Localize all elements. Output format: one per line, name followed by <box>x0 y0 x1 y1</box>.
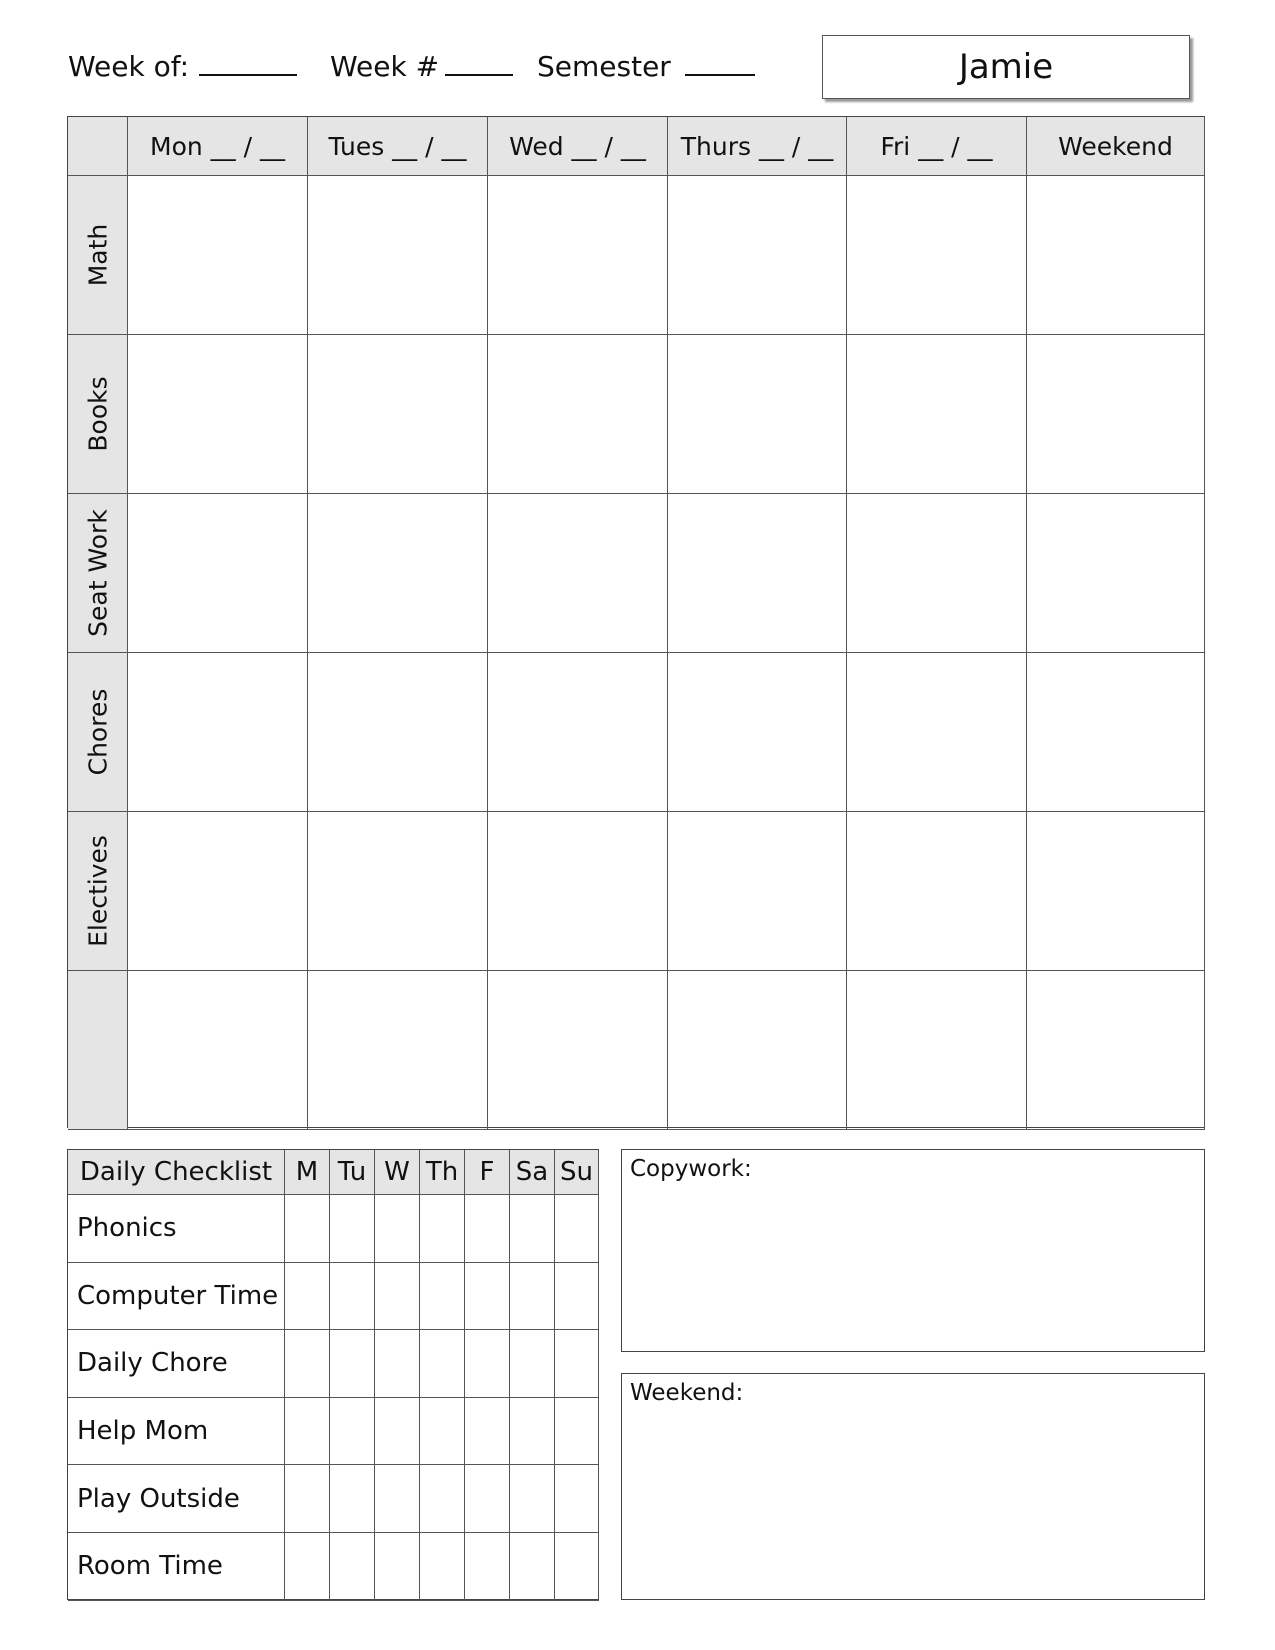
checklist-checkbox[interactable] <box>330 1465 375 1533</box>
checklist-title: Daily Checklist <box>68 1150 285 1195</box>
checklist-checkbox[interactable] <box>510 1195 555 1263</box>
checklist-checkbox[interactable] <box>330 1398 375 1466</box>
checklist-checkbox[interactable] <box>420 1533 465 1601</box>
checklist-checkbox[interactable] <box>375 1533 420 1601</box>
checklist-task: Computer Time <box>68 1263 285 1331</box>
day-header: Fri __ / __ <box>847 117 1027 176</box>
checklist-checkbox[interactable] <box>465 1398 510 1466</box>
daily-checklist <box>67 1149 599 1600</box>
schedule-cell[interactable] <box>847 812 1027 971</box>
schedule-cell[interactable] <box>668 812 847 971</box>
checklist-checkbox[interactable] <box>555 1195 599 1263</box>
schedule-cell[interactable] <box>1027 812 1205 971</box>
checklist-checkbox[interactable] <box>465 1465 510 1533</box>
subject-label <box>68 494 128 653</box>
checklist-day-header: M <box>285 1150 330 1195</box>
schedule-cell[interactable] <box>488 971 668 1130</box>
student-name-box <box>822 35 1190 99</box>
schedule-cell[interactable] <box>488 176 668 335</box>
schedule-cell[interactable] <box>128 176 308 335</box>
schedule-cell[interactable] <box>128 335 308 494</box>
week-of-blank[interactable] <box>199 52 297 76</box>
checklist-checkbox[interactable] <box>285 1330 330 1398</box>
checklist-checkbox[interactable] <box>420 1465 465 1533</box>
schedule-cell[interactable] <box>847 494 1027 653</box>
checklist-checkbox[interactable] <box>285 1263 330 1331</box>
schedule-cell[interactable] <box>847 176 1027 335</box>
week-number-label: Week # <box>330 50 440 83</box>
checklist-checkbox[interactable] <box>420 1263 465 1331</box>
checklist-day-header: F <box>465 1150 510 1195</box>
week-number-field <box>330 50 513 83</box>
schedule-cell[interactable] <box>128 653 308 812</box>
weekend-notes-label: Weekend: <box>630 1380 744 1406</box>
checklist-checkbox[interactable] <box>375 1195 420 1263</box>
schedule-cell[interactable] <box>1027 176 1205 335</box>
checklist-checkbox[interactable] <box>285 1465 330 1533</box>
copywork-box[interactable] <box>621 1149 1205 1352</box>
checklist-checkbox[interactable] <box>510 1398 555 1466</box>
subject-label-text: Seat Work <box>83 509 112 637</box>
schedule-cell[interactable] <box>128 494 308 653</box>
schedule-cell[interactable] <box>308 335 488 494</box>
schedule-cell[interactable] <box>308 812 488 971</box>
week-of-label: Week of: <box>68 50 190 83</box>
day-header: Tues __ / __ <box>308 117 488 176</box>
checklist-checkbox[interactable] <box>555 1330 599 1398</box>
weekend-notes-box[interactable] <box>621 1373 1205 1600</box>
subject-label <box>68 812 128 971</box>
checklist-checkbox[interactable] <box>375 1263 420 1331</box>
subject-label <box>68 971 128 1130</box>
day-header: Wed __ / __ <box>488 117 668 176</box>
checklist-task: Phonics <box>68 1195 285 1263</box>
subject-label-text: Math <box>83 223 112 287</box>
checklist-checkbox[interactable] <box>555 1465 599 1533</box>
checklist-task: Help Mom <box>68 1398 285 1466</box>
semester-field <box>537 50 755 83</box>
day-header: Thurs __ / __ <box>668 117 847 176</box>
checklist-day-header: W <box>375 1150 420 1195</box>
checklist-checkbox[interactable] <box>285 1195 330 1263</box>
subject-label-text: Books <box>83 376 112 452</box>
checklist-day-header: Tu <box>330 1150 375 1195</box>
checklist-task: Play Outside <box>68 1465 285 1533</box>
checklist-day-header: Su <box>555 1150 599 1195</box>
checklist-day-header: Sa <box>510 1150 555 1195</box>
schedule-cell[interactable] <box>668 653 847 812</box>
subject-label-text: Electives <box>83 835 112 947</box>
week-number-blank[interactable] <box>445 52 513 76</box>
checklist-checkbox[interactable] <box>510 1533 555 1601</box>
semester-blank[interactable] <box>685 52 755 76</box>
day-header: Weekend <box>1027 117 1205 176</box>
subject-label-text: Chores <box>83 688 112 776</box>
subject-label <box>68 176 128 335</box>
day-header: Mon __ / __ <box>128 117 308 176</box>
checklist-checkbox[interactable] <box>330 1263 375 1331</box>
checklist-day-header: Th <box>420 1150 465 1195</box>
schedule-corner <box>68 117 128 176</box>
subject-label <box>68 335 128 494</box>
schedule-cell[interactable] <box>668 335 847 494</box>
schedule-cell[interactable] <box>308 971 488 1130</box>
checklist-checkbox[interactable] <box>330 1195 375 1263</box>
checklist-checkbox[interactable] <box>555 1533 599 1601</box>
schedule-cell[interactable] <box>488 812 668 971</box>
schedule-cell[interactable] <box>668 494 847 653</box>
schedule-cell[interactable] <box>488 494 668 653</box>
schedule-cell[interactable] <box>1027 335 1205 494</box>
checklist-checkbox[interactable] <box>420 1398 465 1466</box>
schedule-cell[interactable] <box>308 653 488 812</box>
checklist-checkbox[interactable] <box>420 1195 465 1263</box>
schedule-cell[interactable] <box>128 812 308 971</box>
checklist-checkbox[interactable] <box>465 1330 510 1398</box>
weekly-schedule-grid <box>67 116 1205 1128</box>
schedule-cell[interactable] <box>847 335 1027 494</box>
checklist-checkbox[interactable] <box>285 1398 330 1466</box>
semester-label: Semester <box>537 50 671 83</box>
schedule-cell[interactable] <box>1027 971 1205 1130</box>
copywork-label: Copywork: <box>630 1156 752 1182</box>
schedule-cell[interactable] <box>1027 494 1205 653</box>
checklist-checkbox[interactable] <box>465 1195 510 1263</box>
checklist-checkbox[interactable] <box>285 1533 330 1601</box>
student-name: Jamie <box>958 47 1054 87</box>
checklist-checkbox[interactable] <box>375 1465 420 1533</box>
schedule-cell[interactable] <box>847 653 1027 812</box>
checklist-checkbox[interactable] <box>375 1330 420 1398</box>
week-of-field <box>68 50 297 83</box>
checklist-task: Daily Chore <box>68 1330 285 1398</box>
schedule-cell[interactable] <box>668 971 847 1130</box>
checklist-checkbox[interactable] <box>465 1533 510 1601</box>
checklist-checkbox[interactable] <box>510 1263 555 1331</box>
checklist-checkbox[interactable] <box>510 1465 555 1533</box>
checklist-checkbox[interactable] <box>420 1330 465 1398</box>
checklist-checkbox[interactable] <box>330 1330 375 1398</box>
subject-label <box>68 653 128 812</box>
schedule-cell[interactable] <box>308 176 488 335</box>
schedule-cell[interactable] <box>488 335 668 494</box>
schedule-cell[interactable] <box>308 494 488 653</box>
schedule-cell[interactable] <box>128 971 308 1130</box>
schedule-cell[interactable] <box>847 971 1027 1130</box>
checklist-checkbox[interactable] <box>465 1263 510 1331</box>
checklist-checkbox[interactable] <box>555 1398 599 1466</box>
schedule-cell[interactable] <box>668 176 847 335</box>
checklist-checkbox[interactable] <box>330 1533 375 1601</box>
checklist-checkbox[interactable] <box>375 1398 420 1466</box>
schedule-cell[interactable] <box>488 653 668 812</box>
checklist-task: Room Time <box>68 1533 285 1601</box>
checklist-checkbox[interactable] <box>555 1263 599 1331</box>
schedule-cell[interactable] <box>1027 653 1205 812</box>
checklist-checkbox[interactable] <box>510 1330 555 1398</box>
